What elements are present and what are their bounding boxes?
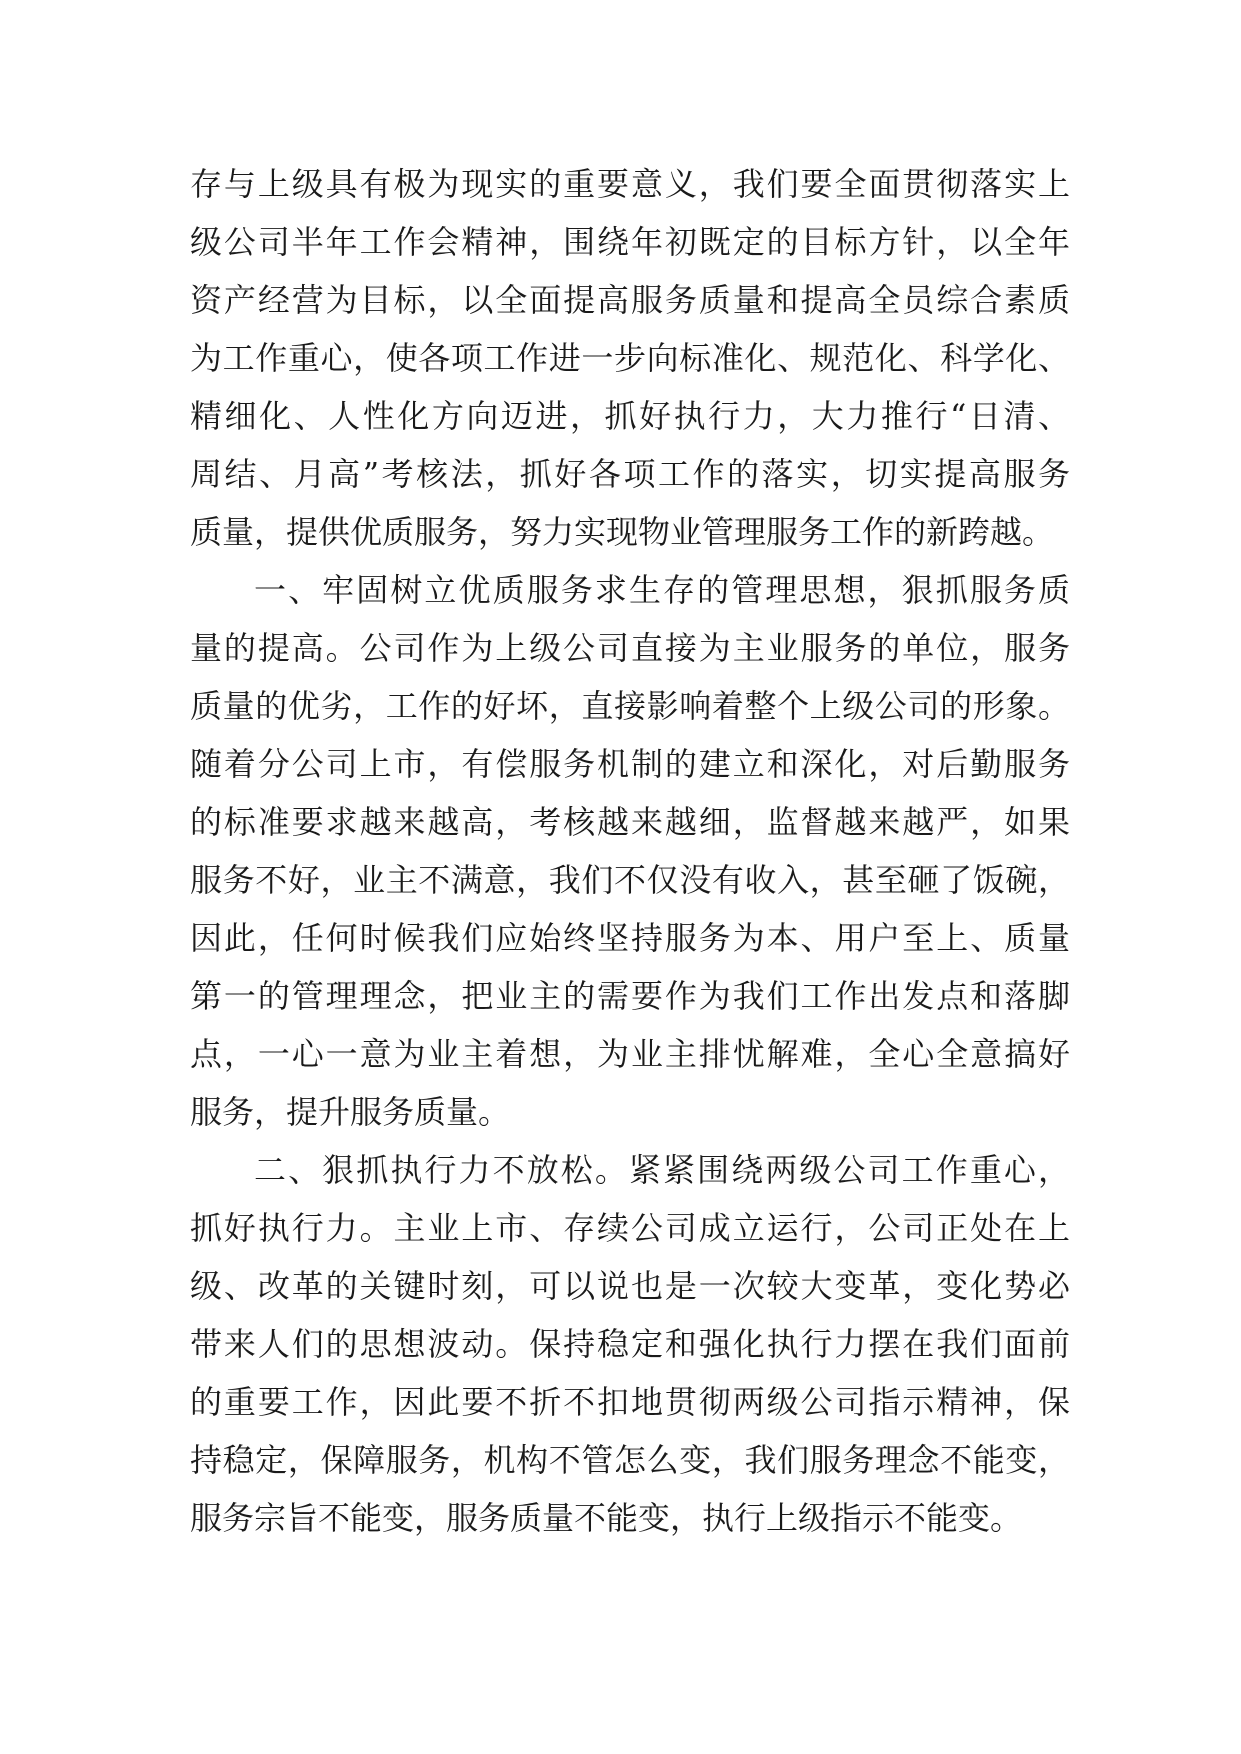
text-line: 服务宗旨不能变，服务质量不能变，执行上级指示不能变。 xyxy=(190,1499,1023,1537)
paragraph-section-two xyxy=(190,1141,1070,1547)
text-line: 持稳定，保障服务，机构不管怎么变，我们服务理念不能变， xyxy=(190,1441,1070,1479)
text-line: 级、改革的关键时刻，可以说也是一次较大变革，变化势必 xyxy=(190,1267,1070,1305)
text-line: 服务不好，业主不满意，我们不仅没有收入，甚至砸了饭碗， xyxy=(190,861,1070,899)
text-line: 点，一心一意为业主着想，为业主排忧解难，全心全意搞好 xyxy=(190,1035,1070,1073)
body-text xyxy=(190,155,1070,1547)
text-line: 二、狠抓执行力不放松。紧紧围绕两级公司工作重心， xyxy=(254,1151,1070,1189)
text-line: 因此，任何时候我们应始终坚持服务为本、用户至上、质量 xyxy=(190,919,1070,957)
text-line: 周结、月高”考核法，抓好各项工作的落实，切实提高服务 xyxy=(190,455,1070,493)
paragraph-section-one xyxy=(190,561,1070,1141)
text-line: 质量，提供优质服务，努力实现物业管理服务工作的新跨越。 xyxy=(190,513,1055,551)
text-line: 级公司半年工作会精神，围绕年初既定的目标方针，以全年 xyxy=(190,223,1070,261)
text-line: 服务，提升服务质量。 xyxy=(190,1093,511,1131)
text-line: 存与上级具有极为现实的重要意义，我们要全面贯彻落实上 xyxy=(190,165,1070,203)
text-line: 一、牢固树立优质服务求生存的管理思想，狠抓服务质 xyxy=(254,571,1070,609)
text-line: 随着分公司上市，有偿服务机制的建立和深化，对后勤服务 xyxy=(190,745,1070,783)
text-line: 质量的优劣，工作的好坏，直接影响着整个上级公司的形象。 xyxy=(190,687,1070,725)
text-line: 的重要工作，因此要不折不扣地贯彻两级公司指示精神，保 xyxy=(190,1383,1070,1421)
paragraph-continuation xyxy=(190,155,1070,561)
text-line: 精细化、人性化方向迈进，抓好执行力，大力推行“日清、 xyxy=(190,397,1070,435)
text-line: 量的提高。公司作为上级公司直接为主业服务的单位，服务 xyxy=(190,629,1070,667)
text-line: 带来人们的思想波动。保持稳定和强化执行力摆在我们面前 xyxy=(190,1325,1070,1363)
text-line: 抓好执行力。主业上市、存续公司成立运行，公司正处在上 xyxy=(190,1209,1070,1247)
text-line: 为工作重心，使各项工作进一步向标准化、规范化、科学化、 xyxy=(190,339,1070,377)
text-line: 第一的管理理念，把业主的需要作为我们工作出发点和落脚 xyxy=(190,977,1070,1015)
text-line: 的标准要求越来越高，考核越来越细，监督越来越严，如果 xyxy=(190,803,1070,841)
text-line: 资产经营为目标，以全面提高服务质量和提高全员综合素质 xyxy=(190,281,1070,319)
